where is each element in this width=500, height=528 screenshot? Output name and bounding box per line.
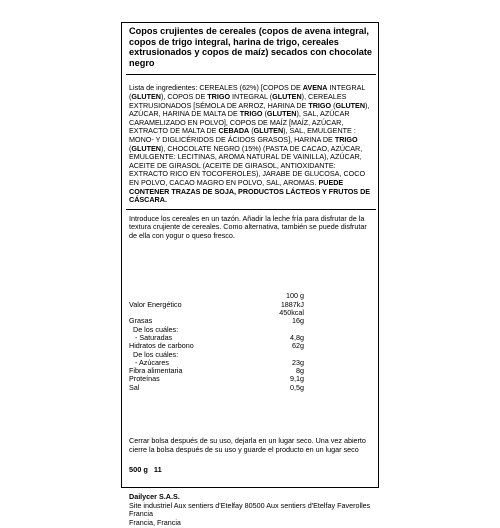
ingredient-allergen: TRIGO (207, 91, 231, 101)
nutrition-row (129, 384, 373, 392)
nutrition-value: 23g (292, 357, 304, 367)
ingredient-allergen: GLUTEN (253, 126, 284, 136)
nutrition-row (129, 375, 373, 383)
ingredient-allergen: CEBADA (218, 126, 250, 136)
nutrition-label: Fibra alimentaria (129, 366, 183, 376)
company-info (129, 493, 373, 527)
nutrition-value: 16g (292, 316, 304, 326)
package-code: 11 (153, 465, 162, 475)
product-title: Copos crujientes de cereales (copos de avena integral, copos de trigo integral, harina de trigo, cereales extrusionados y copos de maíz) secados con chocolate negro (129, 26, 373, 68)
nutrition-label: Sal (129, 382, 140, 392)
nutrition-label: - Azúcares (135, 357, 169, 367)
nutrition-label: Proteínas (129, 374, 160, 384)
ingredient-allergen: TRIGO (334, 134, 358, 144)
company-address: Site industriel Aux sentiers d'Etelfay 80500 Aux sentiers d'Etelfay Faverolles (129, 500, 371, 510)
ingredient-allergen: PUEDE CONTENER TRAZAS DE SOJA, PRODUCTOS LÁCTEOS Y FRUTOS DE CÁSCARA. (129, 177, 371, 205)
preparation-text: Introduce los cereales en un tazón. Añadir la leche fría para disfrutar de la textura crujiente de cereales. Como alternativa, también se puede disfrutar de ella con yogur o queso fresco. (129, 213, 367, 240)
ingredient-text: ( (129, 143, 132, 153)
nutrition-row (129, 301, 373, 309)
ingredient-allergen: GLUTEN (131, 91, 161, 101)
nutrition-value: 0,5g (290, 382, 304, 392)
ingredient-text: ), SAL, EMULGENTE : MONO- Y DIGLICÉRIDOS DE ÁCIDOS GRASOS], HARINA DE (129, 126, 356, 144)
nutrition-value: 450kcal (279, 308, 304, 318)
package-weight-row (129, 465, 373, 474)
ingredient-text: ), SAL, AZÚCAR CARAMELIZADO EN POLVO], COPOS DE MAÍZ [MAÍZ, AZÚCAR, EXTRACTO DE MALTA DE (129, 109, 350, 136)
nutrition-label: De los cuáles: (133, 324, 179, 334)
ingredient-text: ), CEREALES EXTRUSIONADOS [SÉMOLA DE ARROZ, HARINA DE (129, 91, 347, 110)
nutrition-value: 4,8g (290, 332, 304, 342)
ingredient-allergen: GLUTEN (272, 91, 302, 101)
ingredient-text: INTEGRAL ( (129, 83, 366, 101)
company-country-line: Francia, Francia (129, 518, 181, 527)
nutrition-value: 1887kJ (280, 299, 304, 309)
ingredient-text: ( (249, 126, 254, 136)
ingredient-text: ( (331, 100, 336, 110)
nutrition-per-label: 100 g (286, 291, 304, 301)
ingredient-allergen: AVENA (302, 83, 328, 93)
ingredient-allergen: GLUTEN (266, 109, 297, 119)
nutrition-value: 8g (296, 366, 304, 376)
nutrition-value: 62g (292, 341, 304, 351)
storage-instructions: Cerrar bolsa después de su uso, dejarla en un lugar seco. Una vez abierto cierre la bolsa después de su uso y guarde el producto en un lugar seco (129, 436, 366, 454)
ingredient-text: ), COPOS DE (160, 91, 208, 101)
ingredient-text: ), AZÚCAR, HARINA DE MALTA DE (129, 100, 370, 119)
ingredient-text: ), CHOCOLATE NEGRO (15%) (PASTA DE CACAO, AZÚCAR, EMULGENTE: LECITINAS, AROMA NATURAL DE VAINILLA), AZÚCAR, ACEITE DE GIRASOL (ACEITE DE GIRASOL, ANTIOXIDANTE: EXTRACTO RICO EN TOCOFEROLES), JARABE DE GLUCOSA, COCO EN POLVO, CACAO MAGRO EN POLVO, SAL, AROMAS. (129, 143, 366, 187)
ingredient-allergen: GLUTEN (131, 143, 161, 153)
ingredients-list (126, 74, 376, 209)
nutrition-row (129, 367, 373, 375)
ingredient-text: INTEGRAL ( (230, 91, 273, 101)
ingredient-allergen: TRIGO (239, 109, 263, 119)
ingredient-text: ( (262, 109, 267, 119)
nutrition-label: De los cuáles: (133, 349, 179, 359)
nutrition-value: 9,1g (290, 374, 304, 384)
nutrition-table (129, 292, 373, 392)
company-country: Francia (129, 509, 153, 519)
ingredient-text: Lista de ingredientes: CEREALES (62%) [COPOS DE (129, 83, 303, 93)
nutrition-row (129, 309, 373, 317)
nutrition-label: Grasas (129, 316, 153, 326)
product-label-sheet (121, 22, 379, 527)
nutrition-label: - Saturadas (135, 332, 173, 342)
ingredient-allergen: GLUTEN (335, 100, 366, 110)
package-weight: 500 g (129, 465, 148, 475)
company-name: Dailycer S.A.S. (129, 492, 180, 502)
nutrition-label: Valor Energético (129, 299, 182, 309)
ingredient-allergen: TRIGO (308, 100, 332, 110)
nutrition-label: Hidratos de carbono (129, 341, 194, 351)
